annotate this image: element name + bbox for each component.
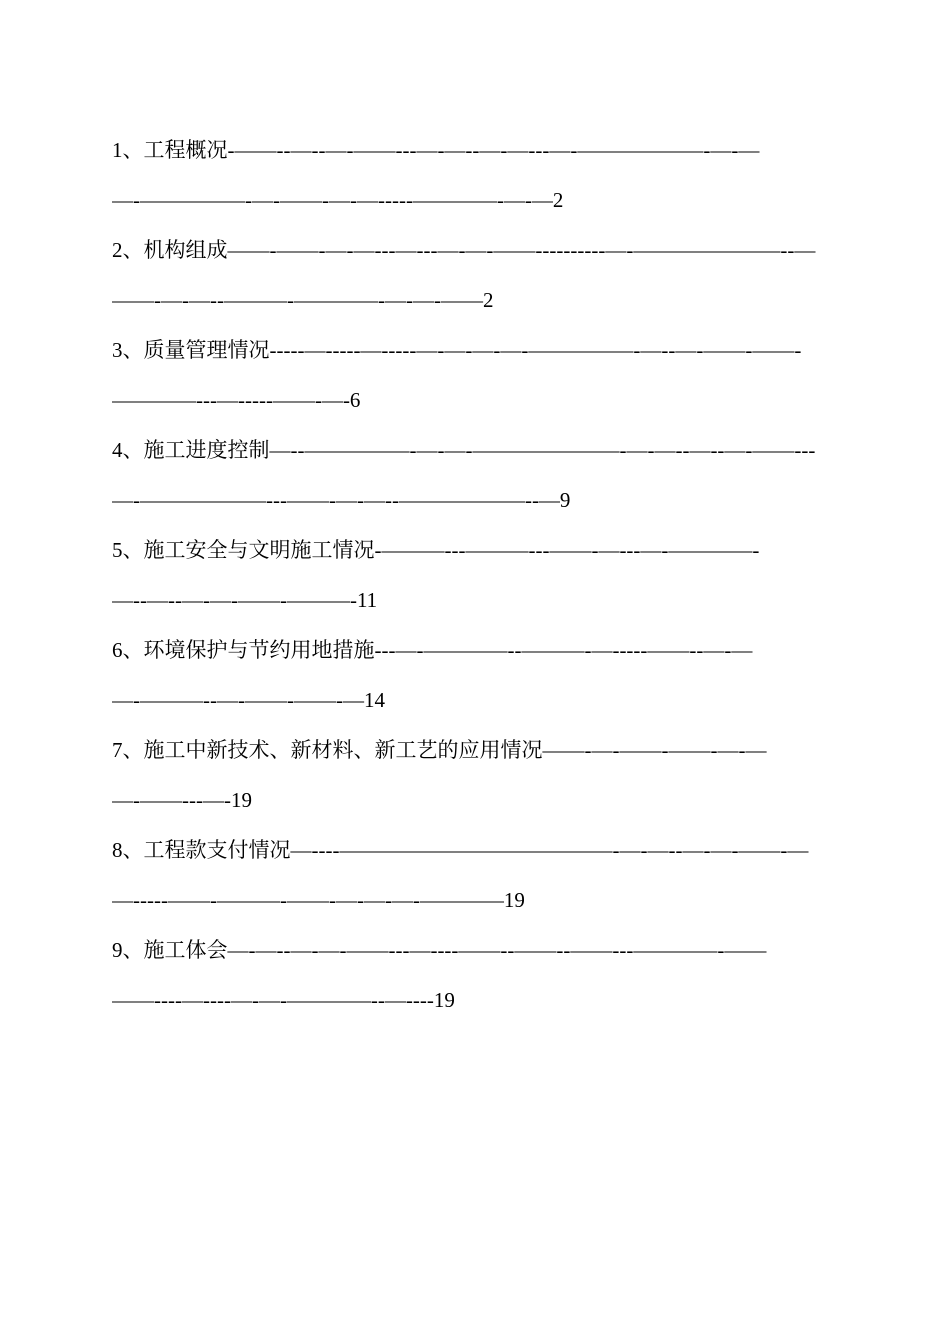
toc-entry-title-line: 3、质量管理情况-----—-----—-----—-—-—-—-—————-—--—-——-——- xyxy=(112,338,802,362)
toc-entry-3[interactable] xyxy=(112,330,860,430)
toc-entry-title-line: 7、施工中新技术、新材料、新工艺的应用情况——-—-——-——-—-— xyxy=(112,738,767,762)
toc-entry-leader-line: ——-—-—--———-————-—-—-——2 xyxy=(112,288,494,312)
toc-entry-title-line: 6、环境保护与节约用地措施---—-————--———-—-----——--—-— xyxy=(112,638,753,662)
toc-entry-title-line: 1、工程概况-——--—--—-——---—-—--—-—---—-——————-—-— xyxy=(112,138,760,162)
toc-entry-leader-line: —-——---—-19 xyxy=(112,788,252,812)
toc-entry-title-line: 2、机构组成——-——-—-—---—---—-—-——----------—-———————--— xyxy=(112,238,816,262)
toc-entry-leader-line: —-----——-———-——-—-—-—-————19 xyxy=(112,888,525,912)
toc-entry-1[interactable] xyxy=(112,130,860,230)
toc-entry-leader-line: —-—————-—-——-—-—-----————-—-—2 xyxy=(112,188,564,212)
toc-entry-4[interactable] xyxy=(112,430,860,530)
toc-entry-leader-line: —-——————---——-—-—--——————--—9 xyxy=(112,488,571,512)
toc-entry-leader-line: —--—--—-—-——-———-11 xyxy=(112,588,378,612)
toc-entry-leader-line: —-———--—-——-——-—14 xyxy=(112,688,385,712)
toc-entry-6[interactable] xyxy=(112,630,860,730)
toc-entry-leader-line: ————---—-----——-—-6 xyxy=(112,388,361,412)
toc-entry-title-line: 9、施工体会—-—--—-—-——---—----——--——--——---————-—— xyxy=(112,938,767,962)
toc-entry-title-line: 5、施工安全与文明施工情况-———---———---——-—---—-————- xyxy=(112,538,760,562)
table-of-contents xyxy=(112,130,860,1030)
toc-entry-2[interactable] xyxy=(112,230,860,330)
toc-entry-5[interactable] xyxy=(112,530,860,630)
toc-entry-leader-line: ——----—----—-—-————--—----19 xyxy=(112,988,455,1012)
toc-entry-8[interactable] xyxy=(112,830,860,930)
toc-entry-7[interactable] xyxy=(112,730,860,830)
toc-entry-9[interactable] xyxy=(112,930,860,1030)
toc-entry-title-line: 8、工程款支付情况—----—————————————-—-—--—-—-——-— xyxy=(112,838,809,862)
toc-entry-title-line: 4、施工进度控制—--—————-—-—-———————-—-—--—--—-——--- xyxy=(112,438,816,462)
